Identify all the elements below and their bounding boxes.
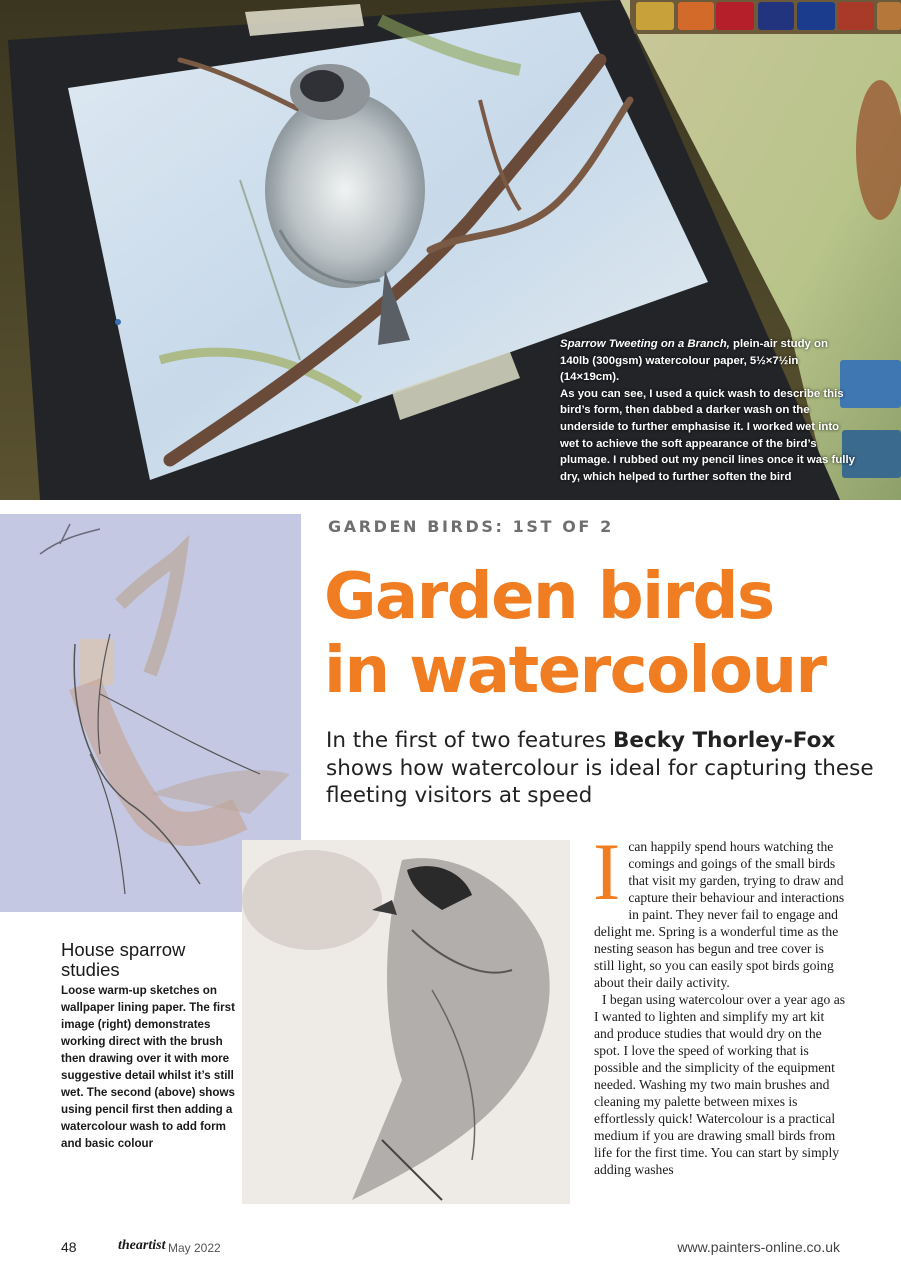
standfirst-after: shows how watercolour is ideal for capturing these fleeting visitors at speed	[326, 755, 874, 808]
section-kicker: GARDEN BIRDS: 1ST OF 2	[328, 517, 614, 536]
image-caption	[61, 940, 239, 1152]
caption-meta: plein-air study on 140lb (300gsm) watercolour paper, 5½×7½in (14×19cm).	[560, 338, 828, 384]
article-title-line-1: Garden birds	[324, 560, 774, 634]
hero-caption	[560, 336, 860, 485]
page-number: 48	[61, 1239, 77, 1255]
article-title-line-2: in watercolour	[324, 634, 826, 708]
standfirst-before: In the first of two features	[326, 728, 613, 753]
caption-body: As you can see, I used a quick wash to describe this bird’s form, then dabbed a darker wash on the underside to further emphasise it. I worked wet into wet to achieve the soft appearance of the bird’s plumage. I rubbed out my pencil lines once it was fully dry, which helped to further soften the bird	[560, 387, 855, 483]
magazine-logo: theartist	[118, 1238, 166, 1253]
caption-text: Loose warm-up sketches on wallpaper lining paper. The first image (right) demonstrates working direct with the brush then drawing over it with more suggestive detail whilst it’s still wet. The second (above) shows using pencil first then adding a watercolour wash to add form and basic colour	[61, 984, 235, 1150]
paragraph-2: I began using watercolour over a year ago as I wanted to lighten and simplify my art kit and produce studies that would dry on the spot. I love the speed of working that is possible and the simplicity of the equipment needed. Washing my two main brushes and cleaning my palette between mixes is effortlessly quick! Watercolour is a practical medium if you are drawing small birds from life for the first time. You can start by simply adding washes	[594, 992, 846, 1177]
drop-cap: I	[593, 826, 621, 917]
brush-sketch-photo	[242, 840, 570, 1204]
caption-heading: House sparrow studies	[61, 939, 186, 980]
paragraph-1-text: can happily spend hours watching the comings and goings of the small birds that visit my garden, trying to draw and capture their behaviour and interactions in paint. They never fail to engage and delight me. Spring is a wonderful time as the nesting season has begun and tree cover is still light, so you can easily spot birds going about their daily activity.	[594, 839, 845, 990]
page-footer	[0, 1236, 901, 1260]
author-name: Becky Thorley-Fox	[613, 728, 836, 753]
sparrow-brush-illustration	[242, 840, 570, 1204]
article-title	[324, 560, 894, 708]
website-link[interactable]: www.painters-online.co.uk	[677, 1239, 840, 1255]
standfirst	[326, 727, 896, 810]
caption-title: Sparrow Tweeting on a Branch,	[560, 338, 730, 350]
issue-date: May 2022	[168, 1241, 221, 1255]
article-body	[593, 826, 846, 1178]
paragraph-1	[593, 826, 846, 991]
hero-photo	[0, 0, 901, 500]
